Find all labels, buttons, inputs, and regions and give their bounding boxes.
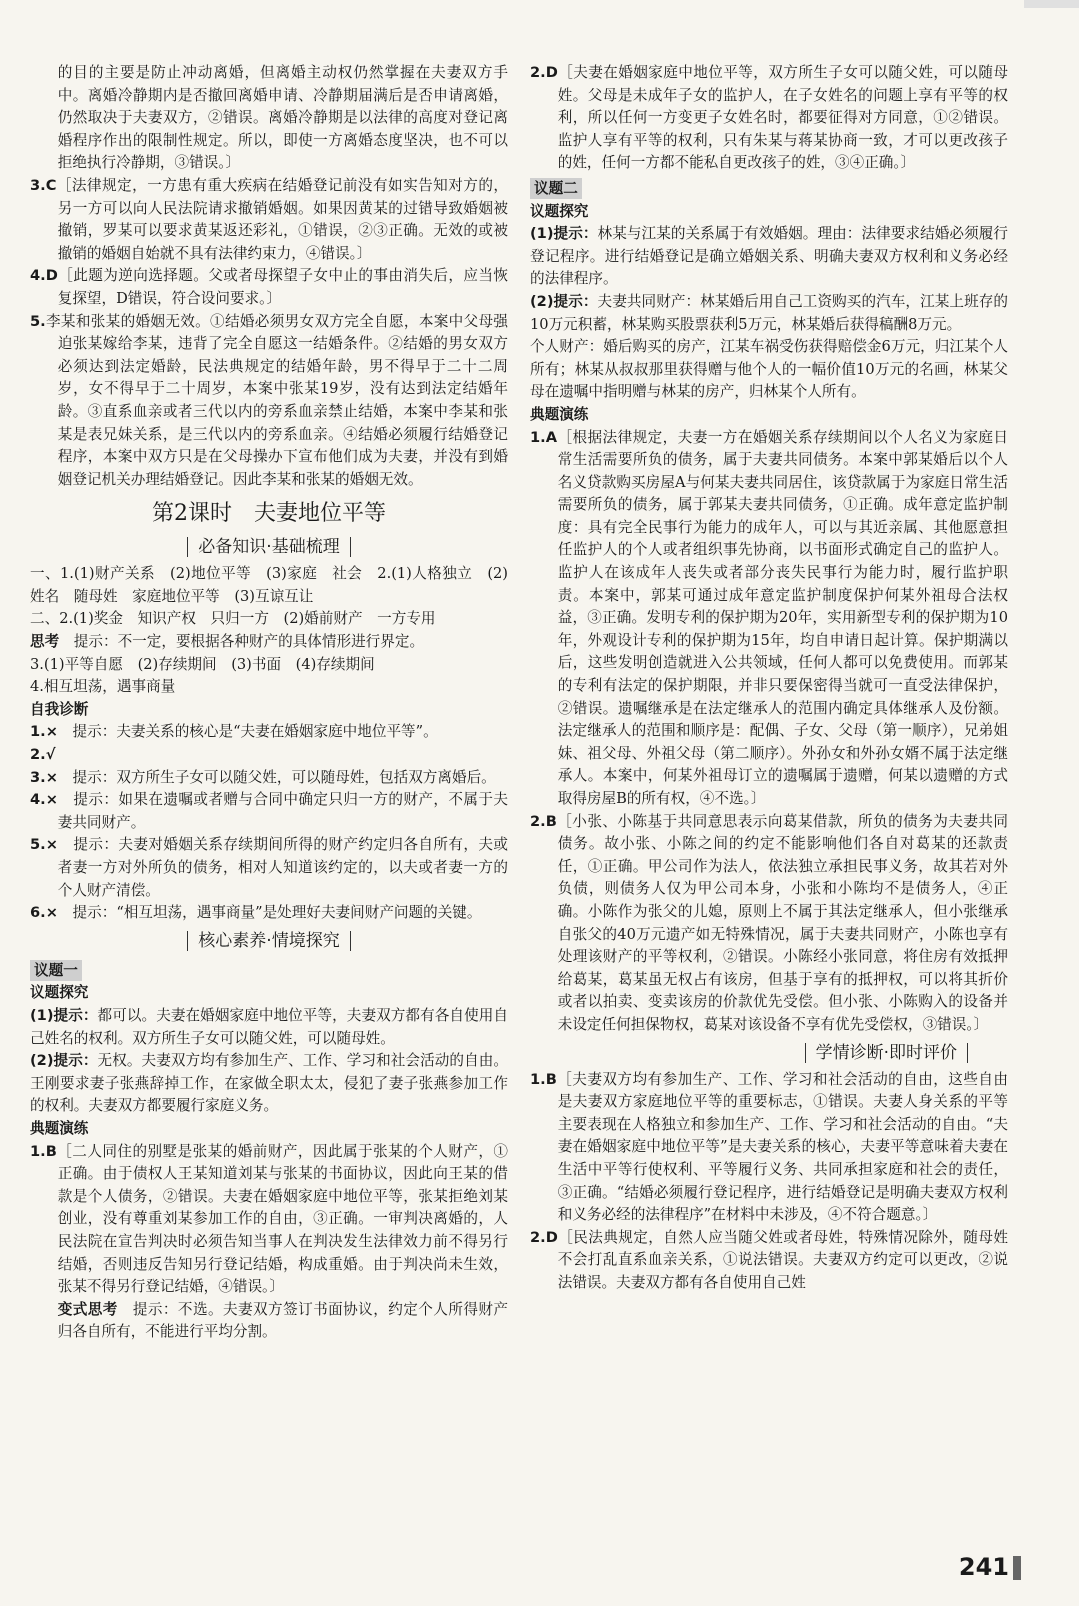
item-lead: 4.D — [30, 267, 58, 285]
paragraph — [30, 1050, 508, 1118]
item-text: 的目的主要是防止冲动离婚，但离婚主动权仍然掌握在夫妻双方手中。离婚冷静期内是否撤回离婚申请、冷静期届满后是否申请离婚，仍然取决于夫妻双方，②错误。离婚冷静期是以法律的高度对登记离婚程序作出的限制性规定。所以，即使一方离婚态度坚决，也不可以拒绝执行冷静期，③错误。〕 — [57, 64, 508, 172]
item-text: 提示：夫妻对婚姻关系存续期间所得的财产约定归各自所有，夫或者妻一方对外所负的债务，相对人知道该约定的，以夫或者妻一方的个人财产清偿。 — [57, 836, 508, 899]
section-heading-text: 学情诊断·即时评价 — [805, 1043, 968, 1063]
answer-item — [30, 744, 508, 767]
answer-item — [30, 721, 508, 744]
answer-item — [530, 1227, 1008, 1295]
item-lead: 2.B — [530, 812, 557, 830]
top-edge-mark — [1024, 0, 1079, 8]
paragraph — [30, 631, 508, 654]
item-text: 提示：双方所生子女可以随父姓，可以随母姓，包括双方离婚后。 — [57, 768, 496, 786]
section-heading-text: 必备知识·基础梳理 — [187, 537, 350, 557]
item-lead: 4.× — [30, 791, 58, 809]
answer-item — [530, 1069, 1008, 1227]
answer-item — [30, 175, 508, 265]
item-lead: (1)提示： — [530, 225, 598, 243]
answer-item — [30, 1141, 508, 1299]
paragraph — [30, 1005, 508, 1050]
answer-item — [30, 902, 508, 925]
item-text: 二、2.(1)奖金 知识产权 只归一方 (2)婚前财产 一方专用 — [30, 610, 436, 628]
item-lead: 2.√ — [30, 746, 56, 764]
item-text: 提示：不一定，要根据各种财产的具体情形进行界定。 — [59, 633, 425, 651]
topic-tag — [30, 957, 508, 983]
subheading: 典题演练 — [30, 1119, 89, 1137]
answer-item — [30, 265, 508, 310]
item-text: 无权。夫妻双方均有参加生产、工作、学习和社会活动的自由。王刚要求妻子张燕辞掉工作，在家做全职太太，侵犯了妻子张燕参加工作的权利。夫妻双方都要履行家庭义务。 — [30, 1052, 508, 1115]
page-number-bar — [1013, 1556, 1021, 1580]
item-text: 4.相互坦荡，遇事商量 — [30, 678, 176, 696]
paragraph — [30, 654, 508, 677]
item-text: ［夫妻双方均有参加生产、工作、学习和社会活动的自由，这些自由是夫妻双方家庭地位平等的重要标志，①错误。夫妻人身关系的平等主要表现在人格独立和参加生产、工作、学习和社会活动的自由。“夫妻在婚姻家庭中地位平等”是夫妻关系的核心，夫妻平等意味着夫妻在生活中平等行使权利、平等履行义务、共同承担家庭和社会的责任，③正确。“结婚必须履行登记程序，进行结婚登记是明确夫妻双方权利和义务必经的法律程序”在材料中未涉及，④不符合题意。〕 — [556, 1070, 1008, 1224]
answer-item — [30, 834, 508, 902]
item-lead: 6.× — [30, 904, 58, 922]
section-heading — [30, 927, 508, 955]
item-text: ［民法典规定，自然人应当随父姓或者母姓，特殊情况除外，随母姓不会打乱直系血亲关系，①说法错误。夫妻双方约定可以更改，②说法错误。夫妻双方都有各自使用自己姓 — [557, 1228, 1008, 1291]
paragraph — [30, 676, 508, 699]
answer-item — [30, 789, 508, 834]
item-text: 一、1.(1)财产关系 (2)地位平等 (3)家庭 社会 2.(1)人格独立 (2)姓名 随母姓 家庭地位平等 (3)互谅互让 — [30, 565, 508, 605]
item-lead: 5.× — [30, 836, 58, 854]
answer-item — [30, 311, 508, 492]
item-lead: (2)提示： — [30, 1052, 98, 1070]
item-lead: 变式思考 — [57, 1300, 118, 1318]
item-lead: 思考 — [30, 633, 60, 651]
item-text: ［夫妻在婚姻家庭中地位平等，双方所生子女可以随父姓，可以随母姓。父母是未成年子女的监护人，在子女姓名的问题上享有平等的权利，所以任何一方变更子女姓名时，都要征得对方同意，①②错误。监护人享有平等的权利，只有朱某与蒋某协商一致，才可以更改孩子的姓，任何一方都不能私自更改孩子的姓，③④正确。〕 — [557, 64, 1008, 172]
item-lead: (2)提示： — [530, 292, 598, 310]
item-text: 提示：“相互坦荡，遇事商量”是处理好夫妻间财产问题的关键。 — [57, 904, 482, 922]
answer-item — [530, 62, 1008, 175]
item-lead: 1.A — [530, 428, 557, 446]
item-lead: (1)提示： — [30, 1006, 98, 1024]
item-text: 3.(1)平等自愿 (2)存续期间 (3)书面 (4)存续期间 — [30, 655, 375, 673]
item-lead: 2.D — [530, 64, 558, 81]
item-text: 提示：如果在遗嘱或者赠与合同中确定只归一方的财产，不属于夫妻共同财产。 — [57, 791, 508, 831]
item-text: 李某和张某的婚姻无效。①结婚必须男女双方完全自愿，本案中父母强迫张某嫁给李某，违背了完全自愿这一结婚条件。②结婚的男女双方必须达到法定婚龄，民法典规定的结婚年龄，男不得早于二十二周岁，女不得早于二十周岁，本案中张某19岁，没有达到法定结婚年龄。③直系血亲或者三代以内的旁系血亲禁止结婚，本案中李某和张某是表兄妹关系，是三代以内的旁系血亲。④结婚必须履行结婚登记程序，本案中双方只是在父母操办下宣布他们成为夫妻，并没有到婚姻登记机关办理结婚登记。因此李某和张某的婚姻无效。 — [45, 312, 508, 488]
item-text: 提示：不选。夫妻双方签订书面协议，约定个人所得财产归各自所有，不能进行平均分割。 — [57, 1300, 508, 1341]
paragraph — [30, 62, 508, 175]
item-text: 夫妻共同财产：林某婚后用自己工资购买的汽车，江某上班存的10万元积蓄，林某购买股票获利5万元，林某婚后获得稿酬8万元。 — [530, 292, 1008, 333]
item-lead: 2.D — [530, 1228, 558, 1246]
topic-tag-label: 议题一 — [30, 960, 82, 981]
right-column — [530, 62, 1008, 1294]
item-text: 个人财产：婚后购买的房产，江某车祸受伤获得赔偿金6万元，归江某个人所有；林某从叔叔那里获得赠与他个人的一幅价值10万元的名画，林某父母在遗嘱中指明赠与林某的房产，归林某个人所有。 — [530, 338, 1008, 401]
section-heading — [30, 533, 508, 561]
page-number: 241 — [958, 1553, 1009, 1581]
section-heading-text: 核心素养·情境探究 — [187, 931, 350, 951]
item-text: 都可以。夫妻在婚姻家庭中地位平等，夫妻双方都有各自使用自己姓名的权利。双方所生子女可以随父姓，可以随母姓。 — [30, 1006, 508, 1047]
item-text: ［二人同住的别墅是张某的婚前财产，因此属于张某的个人财产，①正确。由于债权人王某知道刘某与张某的书面协议，因此向王某的借款是个人债务，②错误。夫妻在婚姻家庭中地位平等，张某拒绝刘某创业，没有尊重刘某参加工作的自由，③正确。一审判决离婚的，人民法院在宣告判决时必须告知当事人在判决发生法律效力前不得另行结婚，否则违反告知另行登记结婚，构成重婚。由于判决尚未生效，张某不得另行登记结婚，④错误。〕 — [56, 1142, 508, 1296]
paragraph — [530, 291, 1008, 336]
subheading: 议题探究 — [530, 202, 589, 220]
paragraph — [30, 1299, 508, 1344]
item-lead: 1.B — [530, 1070, 557, 1088]
lesson-title: 第2课时 夫妻地位平等 — [152, 501, 386, 527]
item-text: ［小张、小陈基于共同意思表示向葛某借款，所负的债务为夫妻共同债务。故小张、小陈之间的约定不能影响他们各自对葛某的还款责任，①正确。甲公司作为法人，依法独立承担民事义务，故其若对外负债，则债务人仅为甲公司本身，小张和小陈均不是债务人，④正确。小陈作为张父的儿媳，原则上不属于其法定继承人，但小张继承自张父的40万元遗产如无特殊情况，属于夫妻共同财产，小陈也享有处理该财产的平等权利，②错误。小陈经小张同意，将住房有效抵押给葛某，葛某虽无权占有该房，但基于享有的抵押权，可以将其折价或者以拍卖、变卖该房的价款优先受偿。但小张、小陈购入的设备并未设定任何担保物权，葛某对该设备不享有优先受偿权，③错误。〕 — [556, 812, 1008, 1033]
item-lead: 5. — [30, 312, 46, 330]
item-text: ［根据法律规定，夫妻一方在婚姻关系存续期间以个人名义为家庭日常生活需要所负的债务，属于夫妻共同债务。本案中郭某婚后以个人名义贷款购买房屋A与何某夫妻共同居住，该贷款属于为家庭日常生活需要所负的债务，属于郭某夫妻共同债务，①正确。成年意定监护制度：具有完全民事行为能力的成年人，可以与其近亲属、其他愿意担任监护人的个人或者组织事先协商，以书面形式确定自己的监护人。监护人在该成年人丧失或者部分丧失民事行为能力时，履行监护职责。本案中，郭某可通过成年意定监护制度保护何某外祖母合法权益，③正确。发明专利的保护期为20年，实用新型专利的保护期为10年，外观设计专利的保护期为15年，均自申请日起计算。保护期满以后，这些发明创造就进入公共领域，任何人都可以免费使用。而郭某的专利有法定的保护期限，并非只要保密得当就可一直受法律保护，②错误。遗嘱继承是在法定继承人的范围内确定具体继承人及份额。法定继承人的范围和顺序是：配偶、子女、父母（第一顺序），兄弟姐妹、祖父母、外祖父母（第二顺序）。外孙女和外孙女婿不属于法定继承人。本案中，何某外祖母订立的遗嘱属于遗赠，何某以遗赠的方式取得房屋B的所有权，④不选。〕 — [557, 428, 1008, 807]
answer-item — [30, 767, 508, 790]
item-text: ［此题为逆向选择题。父或者母探望子女中止的事由消失后，应当恢复探望，D错误，符合设问要求。〕 — [57, 267, 508, 307]
item-text: ［法律规定，一方患有重大疾病在结婚登记前没有如实告知对方的，另一方可以向人民法院请求撤销婚姻。如果因黄某的过错导致婚姻被撤销，罗某可以要求黄某返还彩礼，①错误，②③正确。无效的或被撤销的婚姻自始就不具有法律约束力，④错误。〕 — [56, 176, 508, 262]
paragraph — [30, 608, 508, 631]
item-text: 提示：夫妻关系的核心是“夫妻在婚姻家庭中地位平等”。 — [57, 723, 438, 741]
subheading: 典题演练 — [530, 405, 589, 423]
item-lead: 3.× — [30, 768, 58, 786]
paragraph — [30, 563, 508, 608]
item-text: 林某与江某的关系属于有效婚姻。理由：法律要求结婚必须履行登记程序。进行结婚登记是确立婚姻关系、明确夫妻双方权利和义务必经的法律程序。 — [530, 225, 1008, 288]
subheading: 议题探究 — [30, 984, 89, 1002]
item-lead: 1.B — [30, 1142, 57, 1160]
answer-item — [530, 811, 1008, 1037]
topic-tag — [530, 175, 1008, 201]
paragraph — [530, 223, 1008, 291]
paragraph — [530, 336, 1008, 404]
topic-tag-label: 议题二 — [530, 178, 582, 199]
item-lead: 1.× — [30, 723, 58, 741]
answer-item — [530, 427, 1008, 811]
section-heading — [530, 1039, 1008, 1067]
item-lead: 3.C — [30, 176, 57, 194]
left-column — [30, 62, 508, 1344]
subheading: 自我诊断 — [30, 700, 89, 718]
